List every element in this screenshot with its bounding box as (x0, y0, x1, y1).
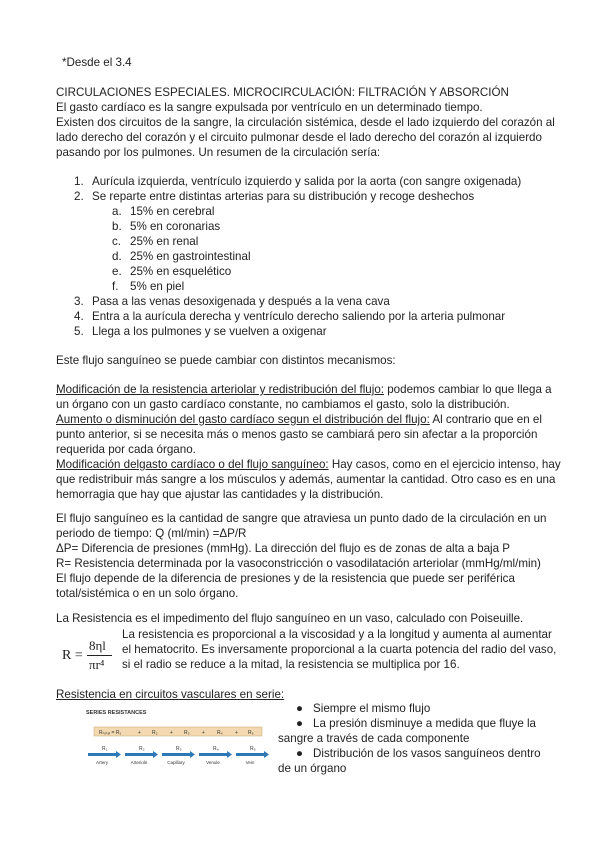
mechanism-2-text: Al contrario que en el (429, 413, 542, 426)
equation-term: R₄ (217, 730, 223, 736)
step-number: 1. (74, 175, 84, 188)
sub-letter: e. (112, 265, 122, 278)
resistor-chain (88, 746, 269, 765)
bullet-continuation: sangre a través de cada componente (278, 732, 470, 745)
sub-letter: c. (112, 235, 122, 248)
mechanism-1-text: podemos cambiar lo que llega a (384, 383, 552, 396)
resistor-label: R₁ (102, 746, 108, 752)
sub-item: 25% en renal (130, 235, 199, 248)
sub-letter: f. (112, 280, 119, 293)
bullet-text: Siempre el mismo flujo (313, 702, 431, 715)
flow-arrowhead (116, 751, 121, 758)
diagram-title: SERIES RESISTANCES (86, 710, 147, 716)
mechanism-2-heading: Aumento o disminución del gasto cardíaco segun el distribución del flujo: (56, 413, 430, 426)
flow-line: El flujo sanguíneo es la cantidad de sangre que atraviesa un punto dado de la circulación en un (56, 512, 547, 525)
resistor-label: R₂ (139, 746, 145, 752)
formula-numerator: 8ηl (89, 638, 106, 653)
vessel-label: Venule (206, 760, 220, 765)
mechanism-3-line: que redistribuir más sangre a los músculos y además, aumentar la cantidad. Otro caso es en una (56, 473, 556, 486)
bullet-item: ● La presión disminuye a medida que fluye la (296, 717, 537, 730)
equation-term: R₂ (152, 730, 158, 736)
sub-letter: b. (112, 220, 122, 233)
step-text: Pasa a las venas desoxigenada y después a la vena cava (92, 295, 390, 308)
sub-item: 25% en esquelético (130, 265, 232, 278)
resistor-label: R₅ (250, 746, 256, 752)
flow-arrowhead (264, 751, 269, 758)
mechanism-3-heading: Modificación delgasto cardíaco o del flujo sanguíneo: (56, 458, 329, 471)
sub-item: 15% en cerebral (130, 205, 215, 218)
flow-line: El flujo depende de la diferencia de presiones y de la resistencia que puede ser periférica (56, 572, 515, 585)
vessel-label: Arteriole (130, 760, 148, 765)
step-number: 2. (74, 190, 84, 203)
vessel-segment (199, 753, 227, 756)
mechanism-1 (56, 382, 552, 397)
sub-item: 25% en gastrointestinal (130, 250, 251, 263)
poiseuille-line: La resistencia es proporcional a la viscosidad y a la longitud y aumenta al aumentar (122, 628, 552, 641)
bullet-item: ● Distribución de los vasos sanguíneos dentro (296, 747, 541, 760)
flow-arrowhead (153, 751, 158, 758)
flow-line: R= Resistencia determinada por la vasoconstricción o vasodilatación arteriolar (mmHg/ml/min) (56, 557, 541, 570)
mechanism-3-line: hemorragia que hay que ajustar las cantidades y la distribución. (56, 488, 384, 501)
mechanism-1-heading: Modificación de la resistencia arteriolar y redistribución del flujo: (56, 383, 384, 396)
flow-line: total/sistémica o en un solo órgano. (56, 587, 239, 600)
equation-plus: + (138, 730, 141, 736)
bullet-item: ● Siempre el mismo flujo (296, 702, 431, 715)
vessel-label: Capillary (167, 760, 185, 765)
intro-line: Existen dos circuitos de la sangre, la circulación sistémica, desde el lado izquierdo del corazón al (56, 116, 555, 129)
sub-letter: d. (112, 250, 122, 263)
formula-denominator: πr⁴ (89, 657, 105, 672)
flow-line: ΔP= Diferencia de presiones (mmHg). La dirección del flujo es de zonas de alta a baja P (56, 542, 511, 555)
equation-term: Rₜₒₜₐₗ = R₁ (99, 730, 122, 736)
equation-term: R₃ (184, 730, 190, 736)
series-diagram-svg (86, 706, 276, 768)
bullet-text: La presión disminuye a medida que fluye la (313, 717, 537, 730)
series-heading: Resistencia en circuitos vasculares en serie: (56, 688, 285, 701)
resistor-label: R₄ (213, 746, 219, 752)
step-number: 3. (74, 295, 84, 308)
equation-plus: + (202, 730, 205, 736)
vessel-segment (162, 753, 190, 756)
mechanism-2-line: punto anterior, si se necesita más o menos gasto se cambiará pero sin afectar a la proporción (56, 428, 538, 441)
step-number: 4. (74, 310, 84, 323)
mechanism-3-text: Hay casos, como en el ejercicio intenso, hay (328, 458, 561, 471)
poiseuille-line: el hematocrito. Es inversamente proporcional a la cuarta potencia del radio del vaso, (122, 643, 557, 656)
series-resistance-diagram (86, 706, 276, 768)
bullet-continuation: de un órgano (278, 762, 347, 775)
sub-letter: a. (112, 205, 122, 218)
vessel-label: Vein (245, 760, 255, 765)
fraction-bar (87, 655, 112, 656)
page-title: CIRCULACIONES ESPECIALES. MICROCIRCULACIÓN: FILTRACIÓN Y ABSORCIÓN (56, 86, 509, 99)
mechanism-2-line: requerida por cada órgano. (56, 443, 196, 456)
step-text: Aurícula izquierda, ventrículo izquierdo y salida por la aorta (con sangre oxigenada) (92, 175, 522, 188)
formula-lhs: R = (62, 648, 83, 663)
equation-plus: + (170, 730, 173, 736)
resistor-label: R₃ (176, 746, 182, 752)
sub-item: 5% en coronarias (130, 220, 221, 233)
intro-line: lado derecho del corazón y el circuito pulmonar desde el lado derecho del corazón al izquierdo (56, 131, 542, 144)
step-number: 5. (74, 325, 84, 338)
step-text: Llega a los pulmones y se vuelven a oxigenar (92, 325, 327, 338)
poiseuille-formula (62, 638, 114, 674)
step-text: Entra a la aurícula derecha y ventrículo derecho saliendo por la arteria pulmonar (92, 310, 506, 323)
vessel-segment (88, 753, 116, 756)
mechanism-3 (56, 457, 561, 472)
flow-arrowhead (227, 751, 232, 758)
poiseuille-line: si el radio se reduce a la mitad, la resistencia se multiplica por 16. (122, 658, 460, 671)
equation-term: R₅ (248, 730, 254, 736)
step-text: Se reparte entre distintas arterias para su distribución y recoge deshechos (92, 190, 475, 203)
mechanism-1-line: un órgano con un gasto cardíaco constante, no cambiamos el gasto, solo la distribución. (56, 398, 510, 411)
flow-arrowhead (190, 751, 195, 758)
sub-item: 5% en piel (130, 280, 185, 293)
header-note: *Desde el 3.4 (62, 56, 132, 69)
intro-line: El gasto cardíaco es la sangre expulsada por ventrículo en un determinado tiempo. (56, 101, 483, 114)
mechanism-2 (56, 412, 542, 427)
equation-plus: + (235, 730, 238, 736)
vessel-label: Artery (95, 760, 109, 765)
flow-line: periodo de tiempo: Q (ml/min) =ΔP/R (56, 527, 247, 540)
intro-line: pasando por los pulmones. Un resumen de la circulación sería: (56, 146, 381, 159)
vessel-segment (125, 753, 153, 756)
vessel-segment (236, 753, 264, 756)
mechanisms-intro: Este flujo sanguíneo se puede cambiar con distintos mecanismos: (56, 354, 396, 367)
poiseuille-intro: La Resistencia es el impedimento del flujo sanguíneo en un vaso, calculado con Poiseuille. (56, 612, 524, 625)
bullet-text: Distribución de los vasos sanguíneos dentro (313, 747, 541, 760)
